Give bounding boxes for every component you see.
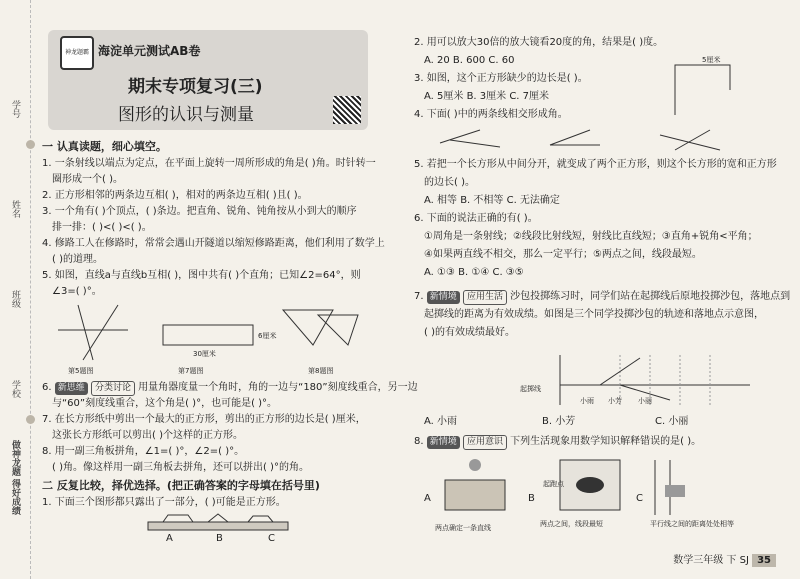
angle-options-figure	[430, 125, 770, 155]
option-a: A	[424, 493, 431, 504]
option-c: C. 小丽	[655, 416, 689, 427]
margin-slogan: 做神龙题 得好成绩	[10, 440, 20, 516]
option-a: A. 小雨	[424, 416, 458, 427]
figure-label-q5: 第5题图	[68, 367, 94, 375]
dimension-label: 30厘米	[193, 350, 216, 358]
question-line: 的边长( )。	[424, 177, 475, 188]
question-line: 5. 如图，直线a与直线b互相( )，图中共有( )个直角；已知∠2=64°，则	[42, 270, 361, 281]
q8-text: 下列生活现象用数学知识解释错误的是( )。	[510, 436, 702, 447]
question-line: 1. 一条射线以端点为定点，在平面上旋转一周所形成的角是( )角。时针转一	[42, 158, 376, 169]
question-line: 6. 下面的说法正确的有( )。	[414, 213, 538, 224]
question-line-q6: 6. 新思维 分类讨论 用量角器度量一个角时，角的一边与“180”刻度线重合，另一边	[42, 381, 418, 396]
question-line: 2. 正方形相邻的两条边互相( )，相对的两条边互相( )且( )。	[42, 190, 308, 201]
subject-label: 数学三年级 下 SJ	[673, 555, 749, 566]
diagram-label: 小雨	[580, 397, 594, 405]
options-line: A. 相等 B. 不相等 C. 无法确定	[424, 195, 560, 206]
question-line: 8. 用一副三角板拼角，∠1=( )°，∠2=( )°。	[42, 446, 245, 457]
logo: 神龙题霸	[60, 36, 94, 70]
question-line: 这张长方形纸可以剪出( )个这样的正方形。	[52, 430, 243, 441]
dimension-label: 5厘米	[702, 56, 721, 64]
left-column	[38, 0, 418, 579]
option-b: B. 小芳	[542, 416, 576, 427]
throw-diagram	[520, 350, 750, 410]
question-line: 排一排：( )<( )<( )。	[52, 222, 152, 233]
tag: 分类讨论	[91, 381, 135, 396]
question-line: ( )的道理。	[52, 254, 103, 265]
option-a: A	[166, 533, 173, 544]
question-line: 2. 用可以放大30倍的放大镜看20度的角，结果是( )度。	[414, 37, 664, 48]
binding-margin	[0, 0, 31, 579]
options-line: A. ①③ B. ①④ C. ③⑤	[424, 267, 524, 278]
question-line-q7: 7. 新情境 应用生活 沙包投掷练习时，同学们站在起掷线后原地投掷沙包，落地点到	[414, 290, 790, 305]
dimension-label: 6厘米	[258, 332, 277, 340]
page-title: 期末专项复习(三)	[128, 77, 263, 97]
binding-hole	[26, 415, 35, 424]
brand-title: 海淀单元测试AB卷	[98, 44, 201, 58]
margin-label-id: 学号	[10, 100, 20, 118]
page-number: 35	[752, 554, 776, 567]
question-line: 7. 在长方形纸中剪出一个最大的正方形，剪出的正方形的边长是( )厘米，	[42, 414, 366, 425]
section-heading: 二 反复比较，择优选择。(把正确答案的字母填在括号里)	[42, 479, 320, 492]
diagram-label: 起掷线	[520, 385, 541, 393]
section-heading: 一 认真读题，细心填空。	[42, 140, 167, 153]
binding-hole	[26, 140, 35, 149]
page-subtitle: 图形的认识与测量	[118, 105, 254, 125]
margin-label-school: 学校	[10, 380, 20, 398]
question-line: 5. 若把一个长方形从中间分开，就变成了两个正方形，则这个长方形的宽和正方形	[414, 159, 777, 170]
square-figure	[670, 60, 740, 120]
figure-label-q7: 第7题图	[178, 367, 204, 375]
sign-label: 起跑点	[543, 480, 564, 488]
figure-label-q8: 第8题图	[308, 367, 334, 375]
options-line: A. 20 B. 600 C. 60	[424, 55, 515, 66]
q6-text: 用量角器度量一个角时，角的一边与“180”刻度线重合，另一边	[138, 382, 418, 393]
tag: 应用生活	[463, 290, 507, 305]
caption: 两点之间，线段最短	[540, 520, 603, 528]
question-line: 4. 下面( )中的两条线相交形成角。	[414, 109, 568, 120]
question-line: ( )的有效成绩最好。	[424, 327, 515, 338]
caption: 平行线之间的距离处处相等	[650, 520, 734, 528]
badge: 新情境	[427, 291, 460, 304]
question-line: 4. 修路工人在修路时，常常会遇山开隧道以缩短修路距离，他们利用了数学上	[42, 238, 385, 249]
right-column	[410, 0, 790, 579]
shapes-figure	[148, 512, 288, 532]
figures-q5-q7-q8	[58, 300, 378, 375]
caption: 两点确定一条直线	[435, 524, 491, 532]
diagram-label: 小芳	[608, 397, 622, 405]
question-line-q8: 8. 新情境 应用意识 下列生活现象用数学知识解释错误的是( )。	[414, 435, 701, 450]
q7-text: 沙包投掷练习时，同学们站在起掷线后原地投掷沙包，落地点到	[510, 291, 791, 302]
question-line: ( )角。像这样用一副三角板去拼角，还可以拼出( )°的角。	[52, 462, 309, 473]
options-line: A. 5厘米 B. 3厘米 C. 7厘米	[424, 91, 550, 102]
question-line: 起掷线的距离为有效成绩。如图是三个同学投掷沙包的轨迹和落地点示意图，	[424, 309, 764, 320]
tag: 应用意识	[463, 435, 507, 450]
question-line: 3. 一个角有( )个顶点，( )条边。把直角、锐角、钝角按从小到大的顺序	[42, 206, 357, 217]
header-banner	[48, 30, 368, 130]
question-line: 与“60”刻度线重合，这个角是( )°，也可能是( )°。	[52, 398, 278, 409]
question-line: 1. 下面三个图形都只露出了一部分，( )可能是正方形。	[42, 497, 286, 508]
diagram-label: 小丽	[638, 397, 652, 405]
badge: 新思维	[55, 382, 88, 395]
statement-line: ④如果两直线不相交，那么一定平行；⑤两点之间，线段最短。	[424, 249, 702, 260]
qr-code-icon	[333, 96, 361, 124]
badge: 新情境	[427, 436, 460, 449]
question-line: ∠3=( )°。	[52, 286, 102, 297]
option-b: B	[528, 493, 535, 504]
margin-label-class: 班级	[10, 290, 20, 308]
question-line: 3. 如图，这个正方形缺少的边长是( )。	[414, 73, 588, 84]
life-scenes-figure	[440, 455, 780, 520]
margin-label-name: 姓名	[10, 200, 20, 218]
option-c: C	[268, 533, 275, 544]
option-b: B	[216, 533, 223, 544]
statement-line: ①周角是一条射线；②线段比射线短，射线比直线短；③直角+锐角<平角；	[424, 231, 758, 242]
option-c: C	[636, 493, 643, 504]
page-footer	[673, 551, 776, 567]
question-line: 圈形成一个( )。	[52, 174, 123, 185]
